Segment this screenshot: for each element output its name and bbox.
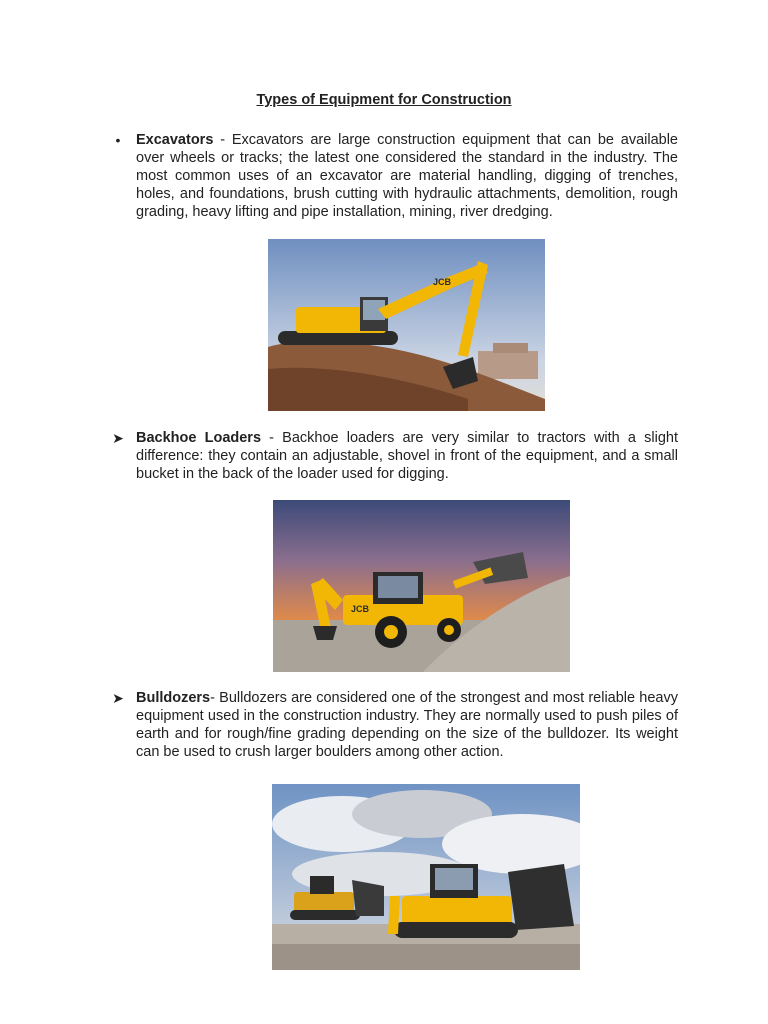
list-item-bulldozers [108,689,678,761]
term-excavators: Excavators [136,132,214,148]
paragraph-backhoe-loaders [136,429,678,483]
excavator-photo [268,239,545,411]
paragraph-excavators [136,131,678,221]
term-bulldozers: Bulldozers [136,690,211,706]
bulldozer-photo [272,784,580,970]
page-title: Types of Equipment for Construction [256,92,512,108]
arrow-bullet-icon: ➤ [112,430,124,446]
description-backhoe-loaders: - Backhoe loaders are very similar to tractors with a slight difference: they contain an adjustable, shovel in front of the equipment, and a small bucket in the back of the loader used for digging. [136,430,678,482]
arrow-bullet-icon: ➤ [112,690,124,706]
bullet-dot-icon: • [115,132,121,148]
paragraph-bulldozers [136,689,678,761]
backhoe-brand-mark: JCB [351,604,370,614]
backhoe-loader-photo [273,500,570,672]
list-item-excavators [108,131,678,221]
term-backhoe-loaders: Backhoe Loaders [136,430,262,446]
excavator-brand-mark: JCB [433,277,452,287]
description-bulldozers: - Bulldozers are considered one of the strongest and most reliable heavy equipment used in the construction industry. They are normally used to push piles of earth and for rough/fine grading depending on the size of the bulldozer. Its weight can be used to crush larger boulders among other action. [136,690,678,760]
list-item-backhoe-loaders [108,429,678,483]
description-excavators: - Excavators are large construction equipment that can be available over wheels or tracks; the latest one considered the standard in the industry. The most common uses of an excavator are material handling, digging of trenches, holes, and foundations, brush cutting with hydraulic attachments, demolition, rough grading, heavy lifting and pipe installation, mining, river dredging. [136,132,678,220]
